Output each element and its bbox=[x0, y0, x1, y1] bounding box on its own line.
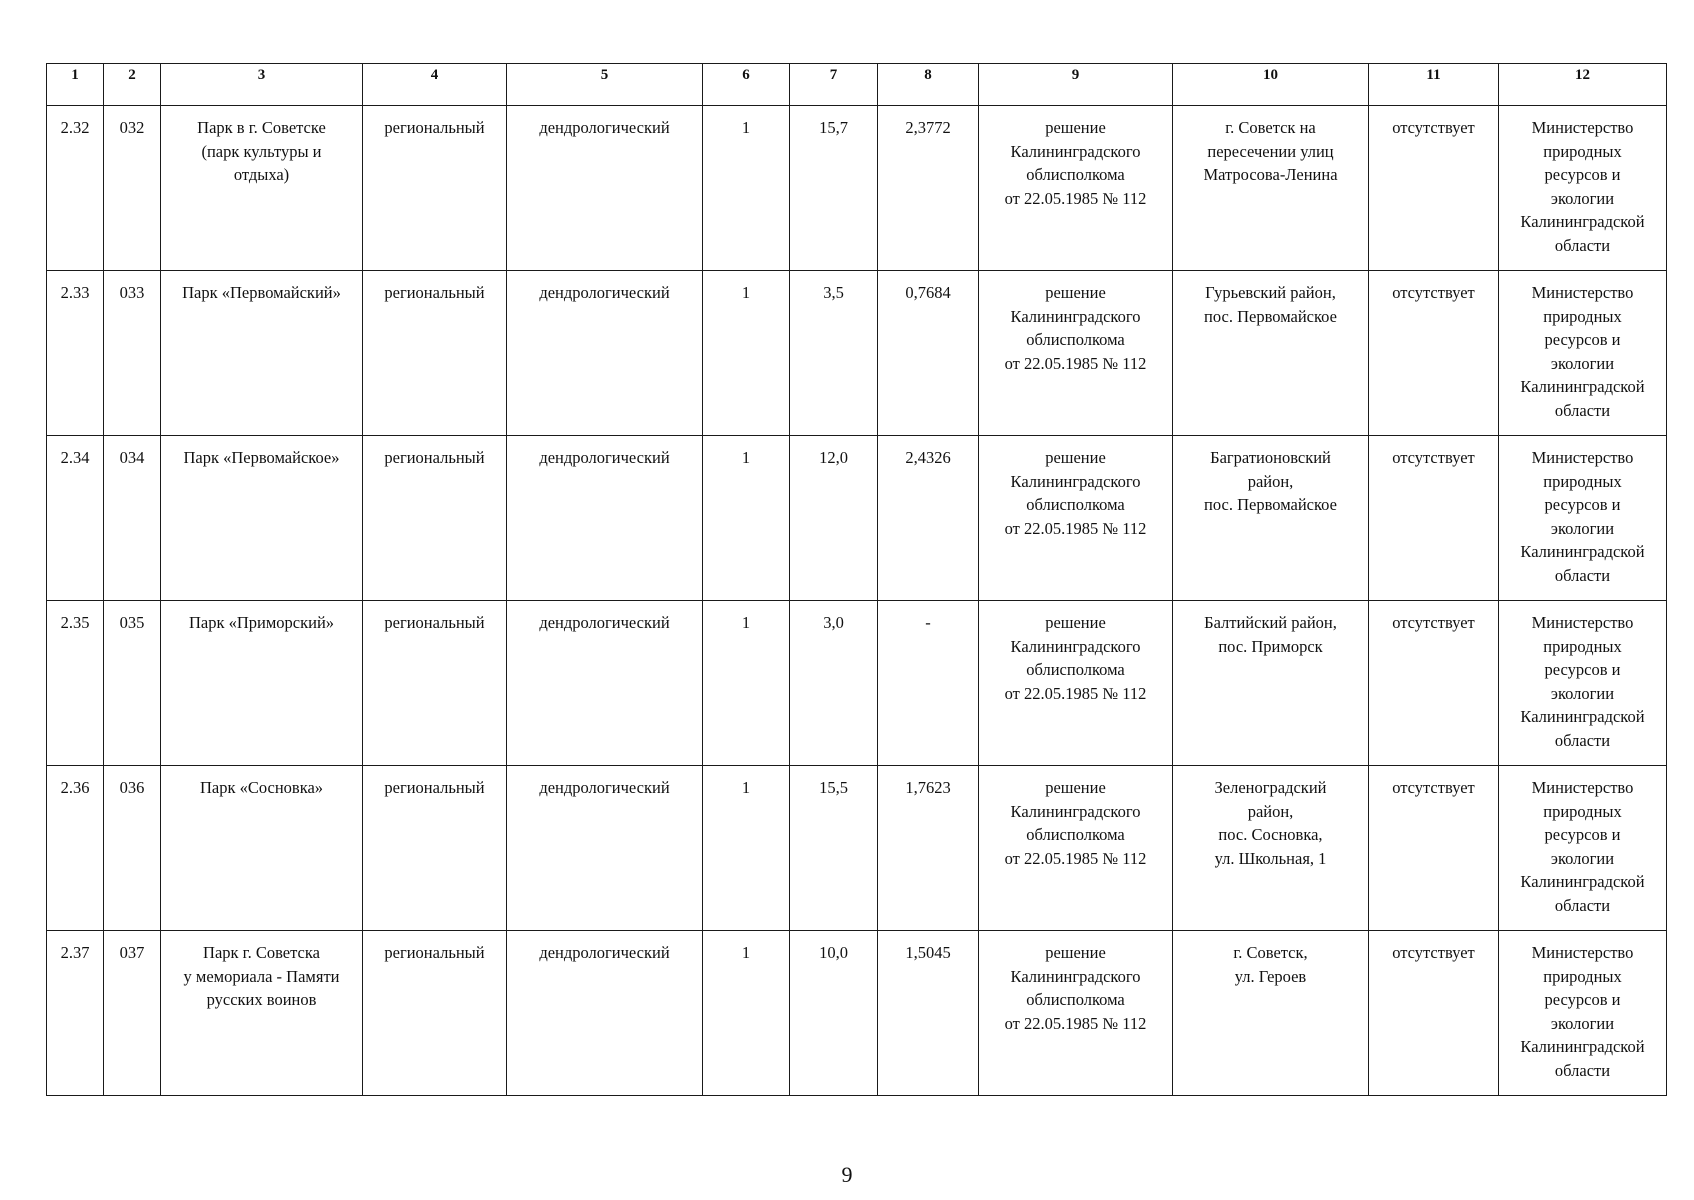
cell-line: пос. Приморск bbox=[1218, 636, 1323, 656]
cell-line: пос. Сосновка, bbox=[1218, 825, 1323, 844]
decision-cell bbox=[979, 601, 1173, 766]
cell-line: облисполкома bbox=[1026, 330, 1125, 349]
code-cell: 036 bbox=[104, 766, 161, 931]
cell-line: области bbox=[1554, 400, 1611, 420]
cell-line: ресурсов и bbox=[1544, 990, 1621, 1009]
column-header-4: 4 bbox=[363, 64, 507, 106]
cell-line: Калининградского bbox=[1010, 141, 1141, 161]
header-row bbox=[47, 64, 1667, 106]
cell-line: экологии bbox=[1550, 848, 1615, 868]
cell-line: район, bbox=[1247, 471, 1294, 491]
area-cell: 12,0 bbox=[790, 436, 878, 601]
cell-line: Министерство bbox=[1531, 778, 1634, 797]
table-row bbox=[47, 931, 1667, 1096]
column-header-3: 3 bbox=[161, 64, 363, 106]
row-number-cell: 2.33 bbox=[47, 271, 104, 436]
cell-line: Калининградского bbox=[1010, 966, 1141, 986]
cell-line: природных bbox=[1543, 471, 1622, 491]
cell-line: Парк «Первомайский» bbox=[182, 283, 341, 302]
cell-line: Калининградского bbox=[1010, 306, 1141, 326]
cell-line: (парк культуры и bbox=[201, 141, 322, 161]
significance-cell: региональный bbox=[363, 931, 507, 1096]
status-cell: отсутствует bbox=[1369, 931, 1499, 1096]
cell-line: решение bbox=[1045, 283, 1106, 302]
cell-line: Министерство bbox=[1531, 118, 1634, 137]
profile-cell: дендрологический bbox=[507, 436, 703, 601]
decision-cell bbox=[979, 766, 1173, 931]
cell-line: Парк «Первомайское» bbox=[183, 448, 340, 467]
value-cell: 2,3772 bbox=[878, 106, 979, 271]
table-body bbox=[47, 106, 1667, 1096]
count-cell: 1 bbox=[703, 106, 790, 271]
value-cell: 1,7623 bbox=[878, 766, 979, 931]
row-number-cell: 2.36 bbox=[47, 766, 104, 931]
name-cell bbox=[161, 106, 363, 271]
authority-cell bbox=[1499, 766, 1667, 931]
cell-line: облисполкома bbox=[1026, 660, 1125, 679]
cell-line: области bbox=[1554, 895, 1611, 915]
cell-line: природных bbox=[1543, 966, 1622, 986]
cell-line: от 22.05.1985 № 112 bbox=[1004, 518, 1147, 538]
significance-cell: региональный bbox=[363, 106, 507, 271]
cell-line: области bbox=[1554, 730, 1611, 750]
row-number-cell: 2.34 bbox=[47, 436, 104, 601]
cell-line: Багратионовский bbox=[1210, 448, 1331, 467]
cell-line: Министерство bbox=[1531, 943, 1634, 962]
cell-line: ресурсов и bbox=[1544, 660, 1621, 679]
authority-cell bbox=[1499, 436, 1667, 601]
cell-line: Матросова-Ленина bbox=[1203, 165, 1338, 184]
code-cell: 032 bbox=[104, 106, 161, 271]
cell-line: ресурсов и bbox=[1544, 825, 1621, 844]
location-cell bbox=[1173, 106, 1369, 271]
cell-line: облисполкома bbox=[1026, 825, 1125, 844]
authority-cell bbox=[1499, 106, 1667, 271]
cell-line: Министерство bbox=[1531, 448, 1634, 467]
cell-line: от 22.05.1985 № 112 bbox=[1004, 1013, 1147, 1033]
cell-line: Калининградской bbox=[1520, 212, 1645, 231]
page-number: 9 bbox=[841, 1162, 853, 1187]
cell-line: экологии bbox=[1550, 1013, 1615, 1033]
cell-line: ресурсов и bbox=[1544, 495, 1621, 514]
status-cell: отсутствует bbox=[1369, 106, 1499, 271]
authority-cell bbox=[1499, 271, 1667, 436]
decision-cell bbox=[979, 271, 1173, 436]
cell-line: экологии bbox=[1550, 683, 1615, 703]
value-cell: - bbox=[878, 601, 979, 766]
profile-cell: дендрологический bbox=[507, 271, 703, 436]
column-header-1: 1 bbox=[47, 64, 104, 106]
name-cell bbox=[161, 766, 363, 931]
cell-line: Парк г. Советска bbox=[203, 943, 320, 962]
column-header-2: 2 bbox=[104, 64, 161, 106]
name-cell bbox=[161, 271, 363, 436]
cell-line: природных bbox=[1543, 141, 1622, 161]
value-cell: 1,5045 bbox=[878, 931, 979, 1096]
significance-cell: региональный bbox=[363, 271, 507, 436]
column-header-11: 11 bbox=[1369, 64, 1499, 106]
area-cell: 15,7 bbox=[790, 106, 878, 271]
column-header-7: 7 bbox=[790, 64, 878, 106]
cell-line: Балтийский район, bbox=[1204, 613, 1337, 632]
cell-line: Калининградской bbox=[1520, 872, 1645, 891]
cell-line: Министерство bbox=[1531, 283, 1634, 302]
column-header-10: 10 bbox=[1173, 64, 1369, 106]
table-row bbox=[47, 106, 1667, 271]
cell-line: облисполкома bbox=[1026, 990, 1125, 1009]
cell-line: области bbox=[1554, 565, 1611, 585]
row-number-cell: 2.32 bbox=[47, 106, 104, 271]
column-header-9: 9 bbox=[979, 64, 1173, 106]
area-cell: 3,0 bbox=[790, 601, 878, 766]
cell-line: от 22.05.1985 № 112 bbox=[1004, 188, 1147, 208]
cell-line: ул. Героев bbox=[1234, 966, 1307, 986]
cell-line: решение bbox=[1045, 778, 1106, 797]
cell-line: от 22.05.1985 № 112 bbox=[1004, 353, 1147, 373]
row-number-cell: 2.35 bbox=[47, 601, 104, 766]
profile-cell: дендрологический bbox=[507, 766, 703, 931]
significance-cell: региональный bbox=[363, 766, 507, 931]
cell-line: Парк в г. Советске bbox=[197, 118, 326, 137]
cell-line: Парк «Приморский» bbox=[188, 613, 335, 632]
cell-line: от 22.05.1985 № 112 bbox=[1004, 848, 1147, 868]
location-cell bbox=[1173, 436, 1369, 601]
cell-line: район, bbox=[1247, 801, 1294, 821]
count-cell: 1 bbox=[703, 436, 790, 601]
cell-line: решение bbox=[1045, 118, 1106, 137]
table-row bbox=[47, 271, 1667, 436]
table-row bbox=[47, 601, 1667, 766]
cell-line: природных bbox=[1543, 801, 1622, 821]
significance-cell: региональный bbox=[363, 601, 507, 766]
value-cell: 2,4326 bbox=[878, 436, 979, 601]
table-row bbox=[47, 766, 1667, 931]
column-header-5: 5 bbox=[507, 64, 703, 106]
cell-line: Министерство bbox=[1531, 613, 1634, 632]
cell-line: решение bbox=[1045, 448, 1106, 467]
cell-line: Калининградской bbox=[1520, 377, 1645, 396]
decision-cell bbox=[979, 106, 1173, 271]
cell-line: природных bbox=[1543, 306, 1622, 326]
cell-line: отдыха) bbox=[233, 165, 290, 184]
cell-line: ресурсов и bbox=[1544, 330, 1621, 349]
column-header-8: 8 bbox=[878, 64, 979, 106]
code-cell: 033 bbox=[104, 271, 161, 436]
name-cell bbox=[161, 931, 363, 1096]
cell-line: Калининградской bbox=[1520, 542, 1645, 561]
area-cell: 15,5 bbox=[790, 766, 878, 931]
cell-line: Зеленоградский bbox=[1214, 778, 1327, 797]
cell-line: решение bbox=[1045, 613, 1106, 632]
cell-line: пос. Первомайское bbox=[1204, 495, 1337, 514]
count-cell: 1 bbox=[703, 766, 790, 931]
name-cell bbox=[161, 436, 363, 601]
decision-cell bbox=[979, 931, 1173, 1096]
status-cell: отсутствует bbox=[1369, 766, 1499, 931]
cell-line: области bbox=[1554, 1060, 1611, 1080]
cell-line: решение bbox=[1045, 943, 1106, 962]
location-cell bbox=[1173, 271, 1369, 436]
table-header bbox=[47, 64, 1667, 106]
cell-line: Калининградской bbox=[1520, 1037, 1645, 1056]
status-cell: отсутствует bbox=[1369, 271, 1499, 436]
table-row bbox=[47, 436, 1667, 601]
cell-line: области bbox=[1554, 235, 1611, 255]
count-cell: 1 bbox=[703, 601, 790, 766]
code-cell: 034 bbox=[104, 436, 161, 601]
value-cell: 0,7684 bbox=[878, 271, 979, 436]
column-header-6: 6 bbox=[703, 64, 790, 106]
cell-line: у мемориала - Памяти bbox=[183, 966, 340, 986]
area-cell: 10,0 bbox=[790, 931, 878, 1096]
profile-cell: дендрологический bbox=[507, 106, 703, 271]
location-cell bbox=[1173, 601, 1369, 766]
cell-line: Калининградского bbox=[1010, 636, 1141, 656]
cell-line: Калининградского bbox=[1010, 471, 1141, 491]
cell-line: пересечении улиц bbox=[1207, 141, 1334, 161]
cell-line: Калининградской bbox=[1520, 707, 1645, 726]
name-cell bbox=[161, 601, 363, 766]
authority-cell bbox=[1499, 601, 1667, 766]
area-cell: 3,5 bbox=[790, 271, 878, 436]
location-cell bbox=[1173, 931, 1369, 1096]
profile-cell: дендрологический bbox=[507, 601, 703, 766]
count-cell: 1 bbox=[703, 931, 790, 1096]
profile-cell: дендрологический bbox=[507, 931, 703, 1096]
column-header-12: 12 bbox=[1499, 64, 1667, 106]
decision-cell bbox=[979, 436, 1173, 601]
cell-line: пос. Первомайское bbox=[1204, 306, 1337, 326]
significance-cell: региональный bbox=[363, 436, 507, 601]
cell-line: ресурсов и bbox=[1544, 165, 1621, 184]
cell-line: облисполкома bbox=[1026, 495, 1125, 514]
cell-line: от 22.05.1985 № 112 bbox=[1004, 683, 1147, 703]
cell-line: русских воинов bbox=[206, 990, 317, 1009]
cell-line: ул. Школьная, 1 bbox=[1214, 848, 1327, 868]
cell-line: облисполкома bbox=[1026, 165, 1125, 184]
row-number-cell: 2.37 bbox=[47, 931, 104, 1096]
cell-line: экологии bbox=[1550, 518, 1615, 538]
cell-line: Гурьевский район, bbox=[1205, 283, 1336, 302]
location-cell bbox=[1173, 766, 1369, 931]
cell-line: природных bbox=[1543, 636, 1622, 656]
status-cell: отсутствует bbox=[1369, 601, 1499, 766]
code-cell: 037 bbox=[104, 931, 161, 1096]
cell-line: Калининградского bbox=[1010, 801, 1141, 821]
authority-cell bbox=[1499, 931, 1667, 1096]
cell-line: экологии bbox=[1550, 353, 1615, 373]
protected-areas-table bbox=[46, 63, 1667, 1096]
cell-line: г. Советск, bbox=[1233, 943, 1308, 962]
count-cell: 1 bbox=[703, 271, 790, 436]
cell-line: г. Советск на bbox=[1225, 118, 1316, 137]
code-cell: 035 bbox=[104, 601, 161, 766]
cell-line: Парк «Сосновка» bbox=[199, 778, 324, 797]
cell-line: экологии bbox=[1550, 188, 1615, 208]
status-cell: отсутствует bbox=[1369, 436, 1499, 601]
